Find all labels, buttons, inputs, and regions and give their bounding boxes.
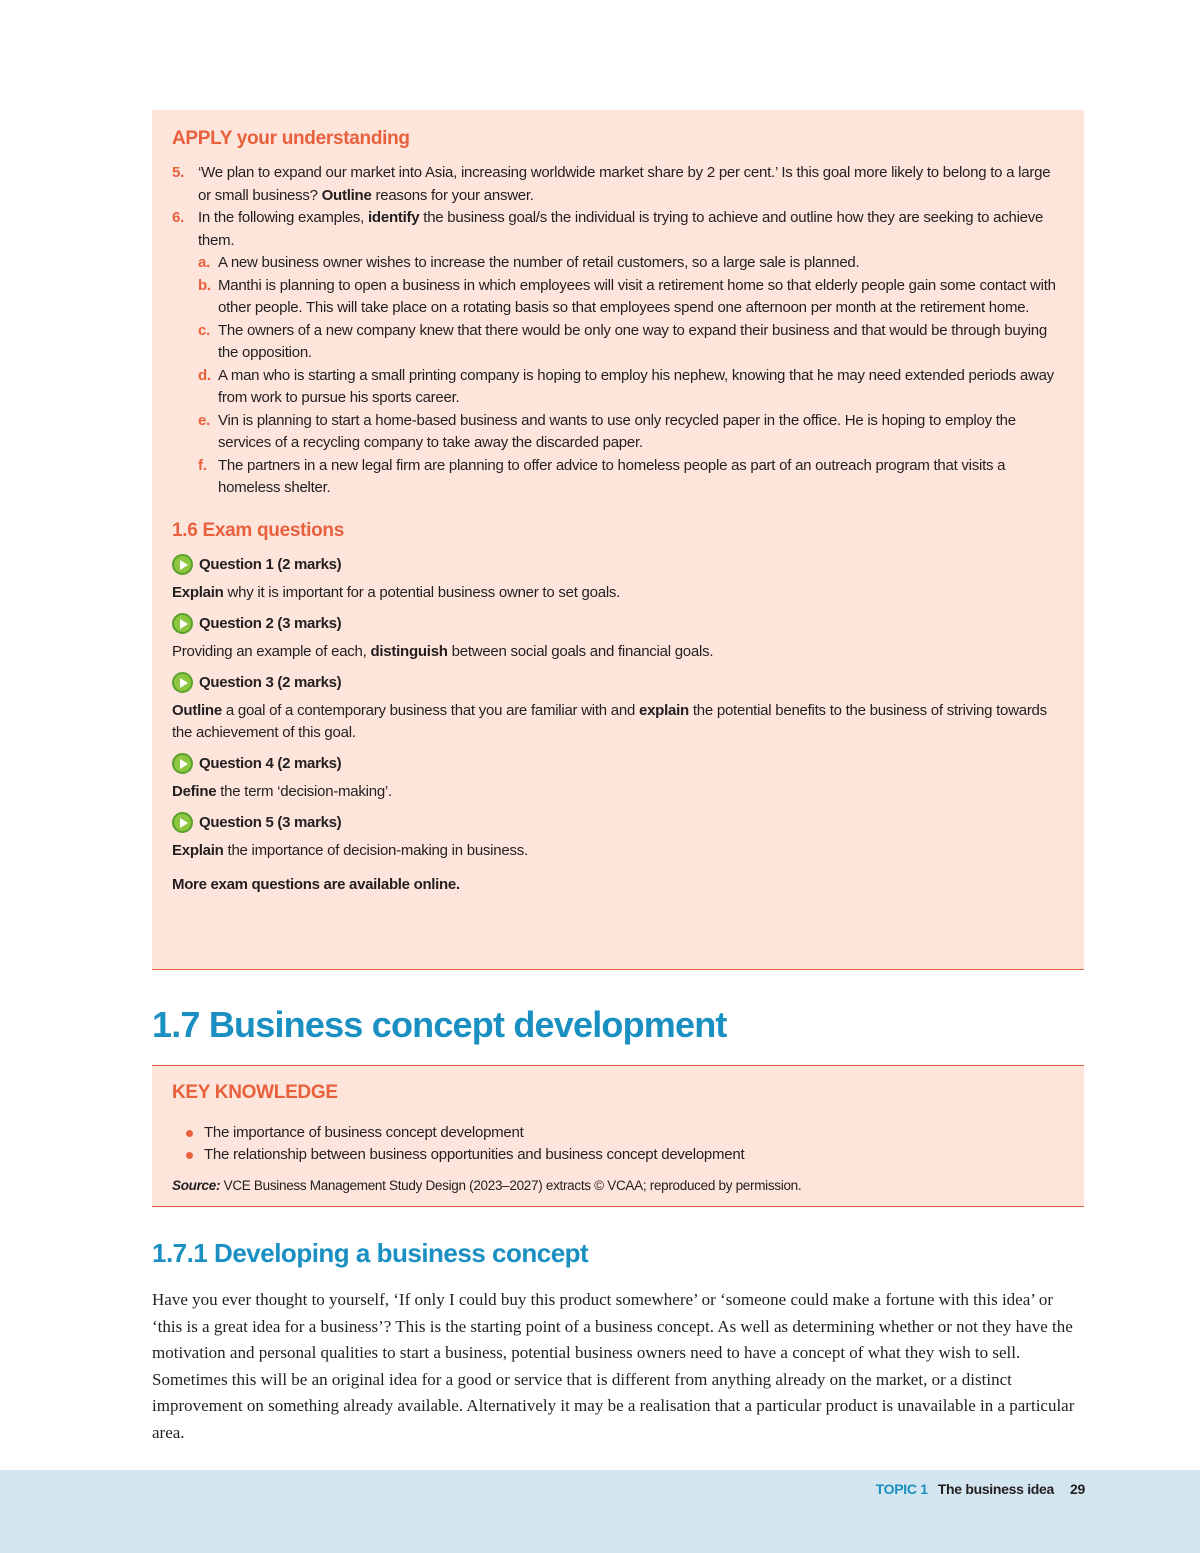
subsection-title: 1.7.1 Developing a business concept: [152, 1238, 589, 1268]
page-number: 29: [1070, 1481, 1085, 1497]
key-knowledge-box: [152, 1065, 1084, 1207]
question-text: the business goal/s the individual is trying to achieve and outline how they are seeking to achieve them.: [198, 209, 1044, 249]
sub-item-text: Manthi is planning to open a business in which employees will visit a retirement home so that elderly people gain some contact with other people. This will take place on a rotating basis so that employees spend one afternoon per month at the retirement home.: [218, 276, 1056, 316]
command-term: Outline: [321, 186, 372, 204]
exam-question-4: Question 4 (2 marks) Define the term ‘decision-making’.: [172, 755, 392, 800]
sub-item-d: [172, 365, 1064, 410]
exam-question-title: Question 1 (2 marks): [199, 556, 342, 573]
sub-item-b: [172, 275, 1064, 320]
exam-question-3: Question 3 (2 marks) Outline a goal of a contemporary business that you are familiar with and explain the potential benefits to the business of striving towards the achievement of this goal.: [172, 674, 1047, 741]
bullet-dot-icon: [186, 1130, 193, 1137]
sub-item-text: Vin is planning to start a home-based business and wants to use only recycled paper in the office. He is hoping to employ the services of a recycling company to take away the discarded paper.: [218, 411, 1016, 451]
source-label: Source:: [172, 1178, 221, 1193]
question-text: reasons for your answer.: [371, 186, 534, 204]
sub-item-f: [172, 455, 1064, 500]
sub-item-text: The partners in a new legal firm are planning to offer advice to homeless people as part of an outreach program that visits a homeless shelter.: [218, 456, 1006, 496]
sub-item-letter: b.: [198, 276, 211, 294]
play-video-icon[interactable]: [172, 812, 193, 833]
play-video-icon[interactable]: [172, 613, 193, 634]
section-title: [152, 1004, 727, 1046]
question-text: In the following examples,: [198, 209, 369, 226]
sub-item-letter: c.: [198, 321, 211, 339]
question-5: [172, 162, 1064, 207]
sub-item-text: The owners of a new company knew that there would be only one way to expand their business and that would be through buying the opposition.: [218, 321, 1047, 361]
question-text: ‘We plan to expand our market into Asia, increasing worldwide market share by 2 per cent.’ Is this goal more likely to belong to a large or small business?: [198, 164, 1051, 204]
question-6-items: [172, 252, 1064, 500]
question-number: 6.: [172, 209, 185, 226]
apply-understanding-box: [152, 110, 1084, 970]
page-footer: [876, 1481, 1085, 1497]
exam-question-title: Question 4 (2 marks): [199, 755, 342, 772]
play-video-icon[interactable]: [172, 554, 193, 575]
key-knowledge-bullet: The importance of business concept development: [172, 1122, 1064, 1144]
apply-heading: APPLY your understanding: [172, 128, 410, 149]
command-term: explain: [639, 701, 689, 719]
exam-question-title: Question 3 (2 marks): [199, 674, 342, 691]
body-paragraph: Have you ever thought to yourself, ‘If only I could buy this product somewhere’ or ‘someone could make a fortune with this idea’ or ‘this is a great idea for a business’? This is the starting point of a business concept. As well as determining whether or not they have the motivation and personal qualities to start a business, potential business owners need to have a concept of what they wish to sell. Sometimes this will be an original idea for a good or service that is different from anything already on the market, or a distinct improvement on something already available. Alternatively it may be a realisation that a particular product is unavailable in a particular area.: [152, 1290, 1075, 1442]
sub-item-text: A new business owner wishes to increase the number of retail customers, so a large sale is planned.: [218, 254, 860, 271]
sub-item-letter: e.: [198, 411, 211, 429]
exam-question-title: Question 5 (3 marks): [199, 814, 342, 831]
footer-title: The business idea: [937, 1481, 1055, 1497]
sub-item-text: A man who is starting a small printing company is hoping to employ his nephew, knowing that he may need extended periods away from work to pursue his sports career.: [218, 366, 1054, 406]
exam-question-5: Question 5 (3 marks) Explain the importance of decision-making in business.: [172, 814, 528, 859]
sub-item-letter: f.: [198, 456, 207, 474]
command-term: distinguish: [370, 642, 448, 660]
section-title-text: Business concept development: [199, 1004, 727, 1045]
command-term: identify: [368, 209, 420, 226]
command-term: Outline: [172, 701, 222, 719]
section-number: 1.7: [152, 1004, 200, 1045]
exam-question-2: Question 2 (3 marks) Providing an example of each, distinguish between social goals and financial goals.: [172, 615, 714, 660]
play-video-icon[interactable]: [172, 672, 193, 693]
sub-item-letter: a.: [198, 254, 211, 271]
key-knowledge-bullet: The relationship between business opportunities and business concept development: [172, 1144, 1064, 1166]
sub-item-letter: d.: [198, 366, 211, 384]
bullet-dot-icon: [186, 1152, 193, 1159]
exam-questions-heading: 1.6 Exam questions: [172, 519, 345, 541]
question-number: 5.: [172, 164, 185, 181]
command-term: Explain: [172, 583, 224, 601]
sub-item-a: [172, 252, 1064, 275]
exam-question-title: Question 2 (3 marks): [199, 615, 342, 632]
command-term: Explain: [172, 841, 224, 859]
exam-question-1: Question 1 (2 marks) Explain why it is important for a potential business owner to set goals.: [172, 556, 621, 601]
sub-item-e: [172, 410, 1064, 455]
footer-topic: TOPIC 1: [875, 1481, 928, 1497]
key-knowledge-heading: KEY KNOWLEDGE: [172, 1082, 338, 1103]
command-term: Define: [172, 782, 217, 800]
more-exam-questions-link[interactable]: More exam questions are available online.: [172, 875, 460, 893]
sub-item-c: [172, 320, 1064, 365]
play-video-icon[interactable]: [172, 753, 193, 774]
question-6: [172, 207, 1064, 252]
source-citation: Source: VCE Business Management Study Design (2023–2027) extracts © VCAA; reproduced by permission.: [172, 1178, 802, 1193]
